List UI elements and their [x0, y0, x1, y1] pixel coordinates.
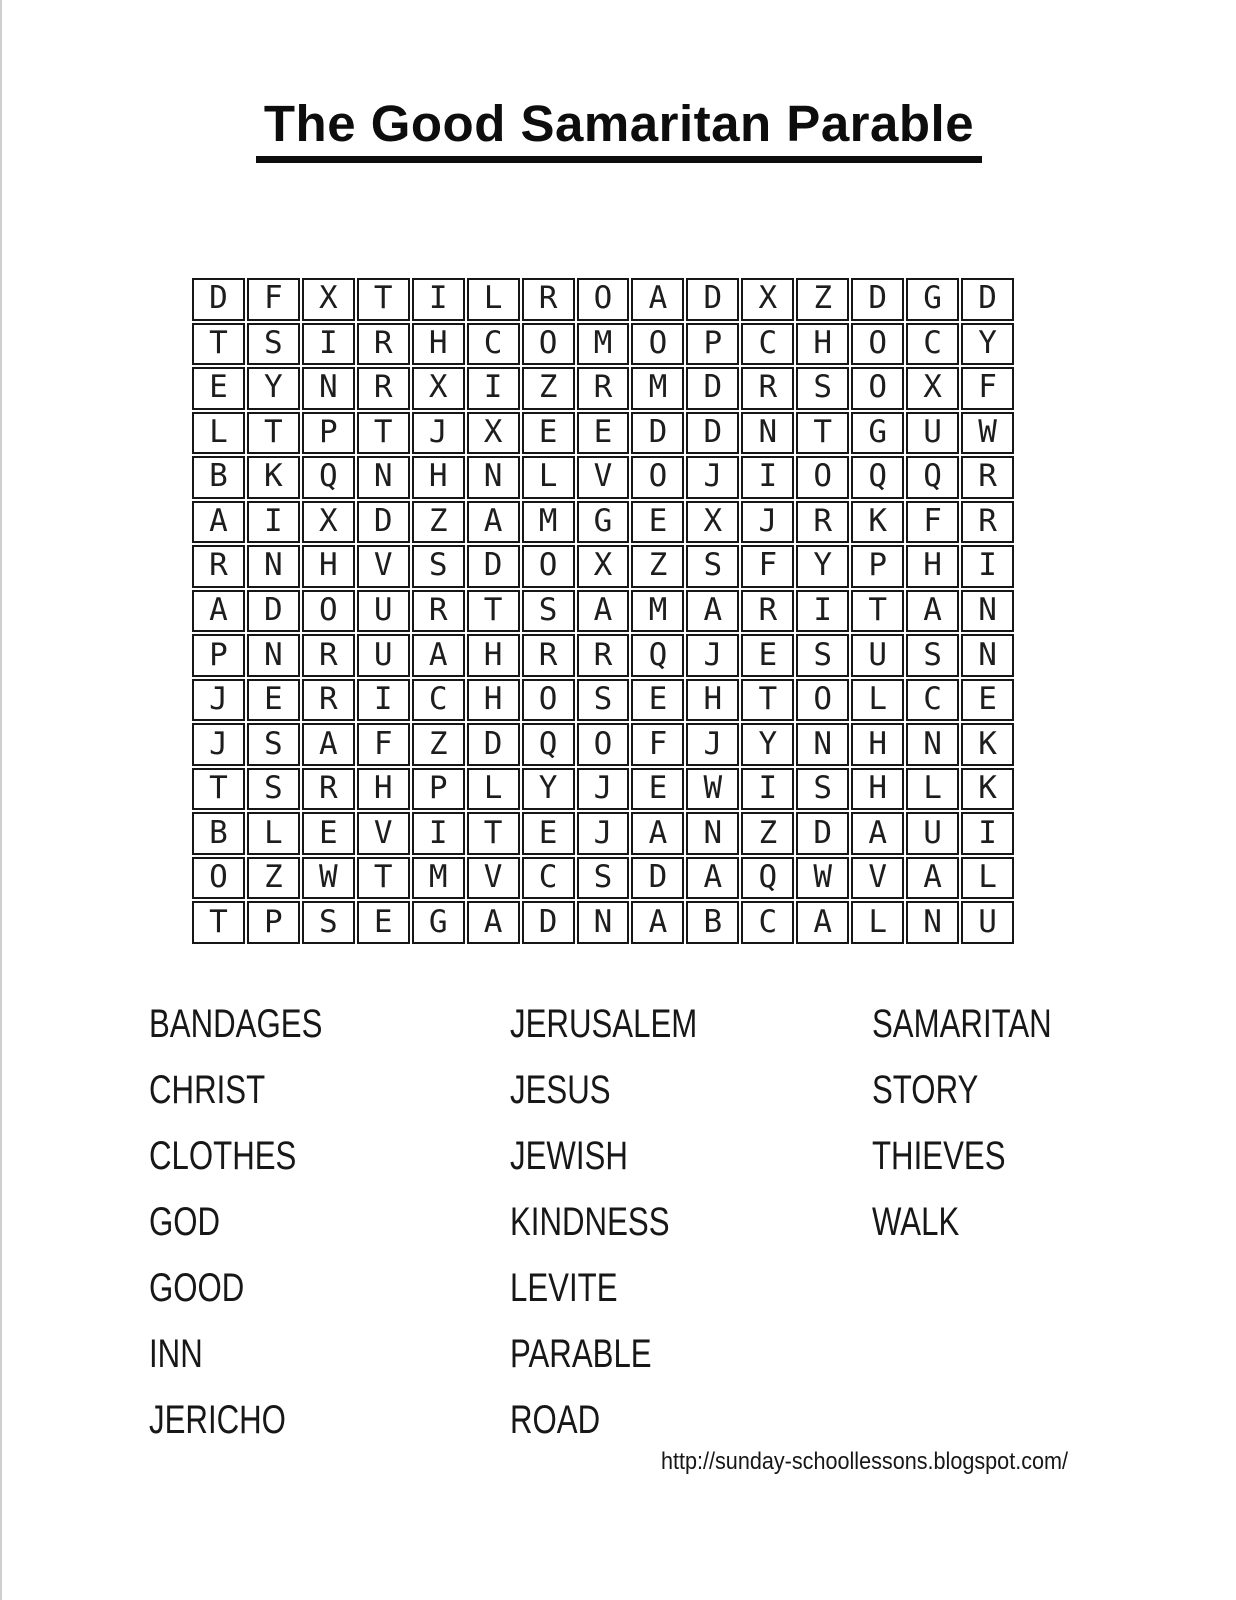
grid-cell[interactable]: G [851, 412, 904, 455]
grid-cell[interactable]: U [357, 634, 410, 677]
grid-cell[interactable]: T [851, 590, 904, 633]
grid-cell[interactable]: Q [631, 634, 684, 677]
grid-cell[interactable]: A [686, 857, 739, 900]
grid-cell[interactable]: Z [631, 545, 684, 588]
grid-cell[interactable]: R [961, 501, 1014, 544]
grid-cell[interactable]: R [522, 634, 575, 677]
grid-cell[interactable]: C [906, 323, 959, 366]
grid-cell[interactable]: Z [796, 278, 849, 321]
grid-cell[interactable]: Z [412, 501, 465, 544]
grid-cell[interactable]: C [906, 679, 959, 722]
grid-cell[interactable]: E [741, 634, 794, 677]
grid-cell[interactable]: H [851, 723, 904, 766]
grid-cell[interactable]: I [302, 323, 355, 366]
grid-cell[interactable]: T [357, 412, 410, 455]
grid-cell[interactable]: X [467, 412, 520, 455]
grid-cell[interactable]: D [851, 278, 904, 321]
grid-cell[interactable]: V [357, 545, 410, 588]
grid-cell[interactable]: X [741, 278, 794, 321]
word-list-item: KINDNESS [510, 1199, 670, 1244]
grid-cell[interactable]: B [192, 456, 245, 499]
grid-cell[interactable]: W [961, 412, 1014, 455]
grid-cell[interactable]: S [796, 768, 849, 811]
grid-cell[interactable]: R [741, 367, 794, 410]
grid-cell[interactable]: P [686, 323, 739, 366]
grid-cell[interactable]: S [796, 634, 849, 677]
grid-cell[interactable]: F [357, 723, 410, 766]
grid-cell[interactable]: A [906, 590, 959, 633]
grid-cell[interactable]: O [851, 367, 904, 410]
grid-cell[interactable]: X [412, 367, 465, 410]
grid-cell[interactable]: O [631, 456, 684, 499]
word-list-item: JESUS [510, 1067, 611, 1112]
grid-cell[interactable]: S [412, 545, 465, 588]
grid-cell[interactable]: D [192, 278, 245, 321]
grid-cell[interactable]: I [961, 545, 1014, 588]
grid-cell[interactable]: A [631, 278, 684, 321]
grid-cell[interactable]: Z [412, 723, 465, 766]
word-column-1 [149, 991, 371, 1453]
grid-cell[interactable]: N [906, 901, 959, 944]
grid-cell[interactable]: X [906, 367, 959, 410]
grid-cell[interactable]: D [247, 590, 300, 633]
grid-cell[interactable]: N [961, 590, 1014, 633]
grid-cell[interactable]: L [192, 412, 245, 455]
grid-cell[interactable]: O [796, 679, 849, 722]
grid-cell[interactable]: F [906, 501, 959, 544]
word-list-item: CLOTHES [149, 1133, 297, 1178]
grid-cell[interactable]: I [357, 679, 410, 722]
grid-cell[interactable]: E [577, 412, 630, 455]
grid-cell[interactable]: P [851, 545, 904, 588]
grid-cell[interactable]: N [686, 812, 739, 855]
grid-cell[interactable]: E [631, 501, 684, 544]
word-list-item: JEWISH [510, 1133, 628, 1178]
grid-cell[interactable]: S [247, 768, 300, 811]
grid-cell[interactable]: E [522, 412, 575, 455]
grid-cell[interactable]: U [851, 634, 904, 677]
grid-cell[interactable]: T [796, 412, 849, 455]
grid-cell[interactable]: Q [851, 456, 904, 499]
grid-cell[interactable]: Y [961, 323, 1014, 366]
grid-cell[interactable]: J [686, 456, 739, 499]
grid-cell[interactable]: G [412, 901, 465, 944]
word-list-item: STORY [872, 1067, 979, 1112]
grid-cell[interactable]: H [302, 545, 355, 588]
word-list-item: BANDAGES [149, 1001, 323, 1046]
grid-cell[interactable]: A [851, 812, 904, 855]
grid-cell[interactable]: M [631, 590, 684, 633]
grid-cell[interactable]: A [192, 590, 245, 633]
source-url: http://sunday-schoollessons.blogspot.com/ [660, 1448, 1068, 1475]
grid-cell[interactable]: R [192, 545, 245, 588]
grid-cell[interactable]: L [851, 679, 904, 722]
grid-cell[interactable]: U [906, 812, 959, 855]
grid-cell[interactable]: K [961, 768, 1014, 811]
grid-cell[interactable]: A [631, 901, 684, 944]
grid-cell[interactable]: H [686, 679, 739, 722]
grid-cell[interactable]: L [906, 768, 959, 811]
word-list-item: PARABLE [510, 1331, 652, 1376]
grid-cell[interactable]: H [412, 456, 465, 499]
grid-cell[interactable]: A [302, 723, 355, 766]
grid-cell[interactable]: N [741, 412, 794, 455]
word-list-item: GOOD [149, 1265, 245, 1310]
grid-cell[interactable]: N [577, 901, 630, 944]
grid-cell[interactable]: F [631, 723, 684, 766]
grid-cell[interactable]: Q [741, 857, 794, 900]
grid-cell[interactable]: J [577, 768, 630, 811]
grid-cell[interactable]: K [961, 723, 1014, 766]
grid-cell[interactable]: O [577, 723, 630, 766]
grid-cell[interactable]: M [577, 323, 630, 366]
grid-cell[interactable]: E [357, 901, 410, 944]
grid-cell[interactable]: H [412, 323, 465, 366]
grid-cell[interactable]: I [796, 590, 849, 633]
grid-cell[interactable]: S [796, 367, 849, 410]
grid-cell[interactable]: S [247, 323, 300, 366]
grid-cell[interactable]: I [741, 768, 794, 811]
grid-cell[interactable]: M [522, 501, 575, 544]
grid-cell[interactable]: A [577, 590, 630, 633]
grid-cell[interactable]: L [247, 812, 300, 855]
grid-cell[interactable]: V [467, 857, 520, 900]
grid-cell[interactable]: C [522, 857, 575, 900]
grid-cell[interactable]: I [467, 367, 520, 410]
grid-cell[interactable]: B [192, 812, 245, 855]
grid-cell[interactable]: S [302, 901, 355, 944]
grid-cell[interactable]: O [522, 679, 575, 722]
grid-cell[interactable]: H [851, 768, 904, 811]
grid-cell[interactable]: N [961, 634, 1014, 677]
grid-cell[interactable]: A [631, 812, 684, 855]
grid-cell[interactable]: F [961, 367, 1014, 410]
grid-cell[interactable]: W [686, 768, 739, 811]
grid-cell[interactable]: E [522, 812, 575, 855]
grid-cell[interactable]: T [467, 812, 520, 855]
grid-cell[interactable]: Y [522, 768, 575, 811]
grid-cell[interactable]: R [577, 367, 630, 410]
grid-cell[interactable]: N [357, 456, 410, 499]
grid-cell[interactable]: A [796, 901, 849, 944]
grid-cell[interactable]: U [357, 590, 410, 633]
grid-cell[interactable]: P [302, 412, 355, 455]
grid-cell[interactable]: H [467, 679, 520, 722]
grid-cell[interactable]: Y [247, 367, 300, 410]
grid-cell[interactable]: G [577, 501, 630, 544]
grid-cell[interactable]: R [302, 679, 355, 722]
grid-cell[interactable]: X [686, 501, 739, 544]
grid-cell[interactable]: U [961, 901, 1014, 944]
grid-cell[interactable]: Y [741, 723, 794, 766]
grid-cell[interactable]: A [686, 590, 739, 633]
grid-cell[interactable]: E [631, 679, 684, 722]
grid-cell[interactable]: F [741, 545, 794, 588]
grid-cell[interactable]: J [686, 723, 739, 766]
grid-cell[interactable]: W [796, 857, 849, 900]
grid-cell[interactable]: K [851, 501, 904, 544]
grid-cell[interactable]: E [961, 679, 1014, 722]
grid-cell[interactable]: X [302, 278, 355, 321]
grid-cell[interactable]: S [906, 634, 959, 677]
grid-cell[interactable]: Q [522, 723, 575, 766]
grid-cell[interactable]: J [741, 501, 794, 544]
grid-cell[interactable]: A [412, 634, 465, 677]
grid-cell[interactable]: C [412, 679, 465, 722]
grid-cell[interactable]: S [577, 857, 630, 900]
grid-cell[interactable]: R [577, 634, 630, 677]
grid-cell[interactable]: C [741, 323, 794, 366]
grid-cell[interactable]: D [522, 901, 575, 944]
grid-cell[interactable]: R [302, 634, 355, 677]
grid-cell[interactable]: O [302, 590, 355, 633]
grid-cell[interactable]: T [467, 590, 520, 633]
grid-cell[interactable]: O [631, 323, 684, 366]
grid-cell[interactable]: R [961, 456, 1014, 499]
grid-cell[interactable]: I [412, 812, 465, 855]
grid-cell[interactable]: Z [522, 367, 575, 410]
grid-cell[interactable]: D [357, 501, 410, 544]
grid-cell[interactable]: T [192, 901, 245, 944]
grid-cell[interactable]: Q [302, 456, 355, 499]
grid-cell[interactable]: R [302, 768, 355, 811]
grid-cell[interactable]: N [467, 456, 520, 499]
grid-cell[interactable]: H [467, 634, 520, 677]
grid-cell[interactable]: D [631, 857, 684, 900]
grid-cell[interactable]: Z [247, 857, 300, 900]
grid-cell[interactable]: E [247, 679, 300, 722]
grid-cell[interactable]: L [522, 456, 575, 499]
grid-cell[interactable]: W [302, 857, 355, 900]
grid-cell[interactable]: P [247, 901, 300, 944]
grid-cell[interactable]: O [192, 857, 245, 900]
grid-cell[interactable]: D [796, 812, 849, 855]
word-list-item: JERICHO [149, 1397, 286, 1442]
grid-cell[interactable]: R [357, 323, 410, 366]
grid-cell[interactable]: G [906, 278, 959, 321]
grid-cell[interactable]: O [577, 278, 630, 321]
grid-cell[interactable]: N [302, 367, 355, 410]
grid-cell[interactable]: D [686, 367, 739, 410]
grid-cell[interactable]: Z [741, 812, 794, 855]
grid-cell[interactable]: D [686, 412, 739, 455]
grid-cell[interactable]: A [467, 501, 520, 544]
grid-cell[interactable]: D [467, 723, 520, 766]
grid-cell[interactable]: A [906, 857, 959, 900]
grid-cell[interactable]: O [522, 323, 575, 366]
grid-cell[interactable]: I [247, 501, 300, 544]
grid-cell[interactable]: N [796, 723, 849, 766]
grid-cell[interactable]: E [192, 367, 245, 410]
grid-cell[interactable]: N [906, 723, 959, 766]
page-title [2, 97, 1236, 163]
grid-cell[interactable]: R [522, 278, 575, 321]
grid-cell[interactable]: I [961, 812, 1014, 855]
word-list-item: SAMARITAN [872, 1001, 1052, 1046]
grid-cell[interactable]: F [247, 278, 300, 321]
grid-cell[interactable]: B [686, 901, 739, 944]
grid-cell[interactable]: P [192, 634, 245, 677]
grid-cell[interactable]: R [796, 501, 849, 544]
grid-cell[interactable]: I [741, 456, 794, 499]
grid-cell[interactable]: T [192, 768, 245, 811]
grid-cell[interactable]: U [906, 412, 959, 455]
grid-cell[interactable]: X [577, 545, 630, 588]
grid-cell[interactable]: N [247, 545, 300, 588]
grid-cell[interactable]: M [631, 367, 684, 410]
grid-cell[interactable]: O [522, 545, 575, 588]
grid-cell[interactable]: O [851, 323, 904, 366]
word-column-3 [872, 991, 1102, 1255]
grid-cell[interactable]: L [467, 768, 520, 811]
grid-cell[interactable]: S [247, 723, 300, 766]
grid-cell[interactable]: C [467, 323, 520, 366]
grid-cell[interactable]: S [522, 590, 575, 633]
grid-cell[interactable]: V [851, 857, 904, 900]
grid-cell[interactable]: S [577, 679, 630, 722]
word-list-item: LEVITE [510, 1265, 618, 1310]
grid-cell[interactable]: J [192, 679, 245, 722]
grid-cell[interactable]: T [357, 857, 410, 900]
grid-cell[interactable]: H [796, 323, 849, 366]
grid-cell[interactable]: O [796, 456, 849, 499]
grid-cell[interactable]: X [302, 501, 355, 544]
word-list [2, 991, 1236, 1461]
grid-cell[interactable]: T [741, 679, 794, 722]
word-list-item: ROAD [510, 1397, 601, 1442]
grid-cell[interactable]: S [686, 545, 739, 588]
grid-cell[interactable]: H [357, 768, 410, 811]
word-list-item: WALK [872, 1199, 960, 1244]
word-column-2 [510, 991, 750, 1453]
grid-cell[interactable]: D [686, 278, 739, 321]
grid-cell[interactable]: J [412, 412, 465, 455]
grid-cell[interactable]: K [247, 456, 300, 499]
grid-cell[interactable]: I [412, 278, 465, 321]
grid-cell[interactable]: D [467, 545, 520, 588]
grid-cell[interactable]: J [577, 812, 630, 855]
grid-cell[interactable]: R [412, 590, 465, 633]
grid-cell[interactable]: E [302, 812, 355, 855]
grid-cell[interactable]: L [851, 901, 904, 944]
grid-cell[interactable]: L [961, 857, 1014, 900]
word-list-item: GOD [149, 1199, 221, 1244]
grid-cell[interactable]: J [192, 723, 245, 766]
grid-cell[interactable]: A [192, 501, 245, 544]
grid-cell[interactable]: V [577, 456, 630, 499]
grid-cell[interactable]: M [412, 857, 465, 900]
grid-cell[interactable]: D [631, 412, 684, 455]
word-list-item: CHRIST [149, 1067, 266, 1112]
grid-cell[interactable]: T [247, 412, 300, 455]
grid-cell[interactable]: T [192, 323, 245, 366]
grid-cell[interactable]: R [357, 367, 410, 410]
grid-cell[interactable]: Y [796, 545, 849, 588]
word-search-grid [192, 278, 1014, 944]
grid-cell[interactable]: Q [906, 456, 959, 499]
word-list-item: JERUSALEM [510, 1001, 698, 1046]
grid-cell[interactable]: P [412, 768, 465, 811]
grid-cell[interactable]: R [741, 590, 794, 633]
grid-cell[interactable]: D [961, 278, 1014, 321]
grid-cell[interactable]: E [631, 768, 684, 811]
page-title-text: The Good Samaritan Parable [256, 97, 982, 163]
grid-cell[interactable]: N [247, 634, 300, 677]
word-list-item: INN [149, 1331, 203, 1376]
grid-cell[interactable]: L [467, 278, 520, 321]
grid-cell[interactable]: C [741, 901, 794, 944]
word-list-item: THIEVES [872, 1133, 1006, 1178]
grid-cell[interactable]: V [357, 812, 410, 855]
grid-cell[interactable]: T [357, 278, 410, 321]
grid-cell[interactable]: H [906, 545, 959, 588]
grid-cell[interactable]: J [686, 634, 739, 677]
grid-cell[interactable]: A [467, 901, 520, 944]
